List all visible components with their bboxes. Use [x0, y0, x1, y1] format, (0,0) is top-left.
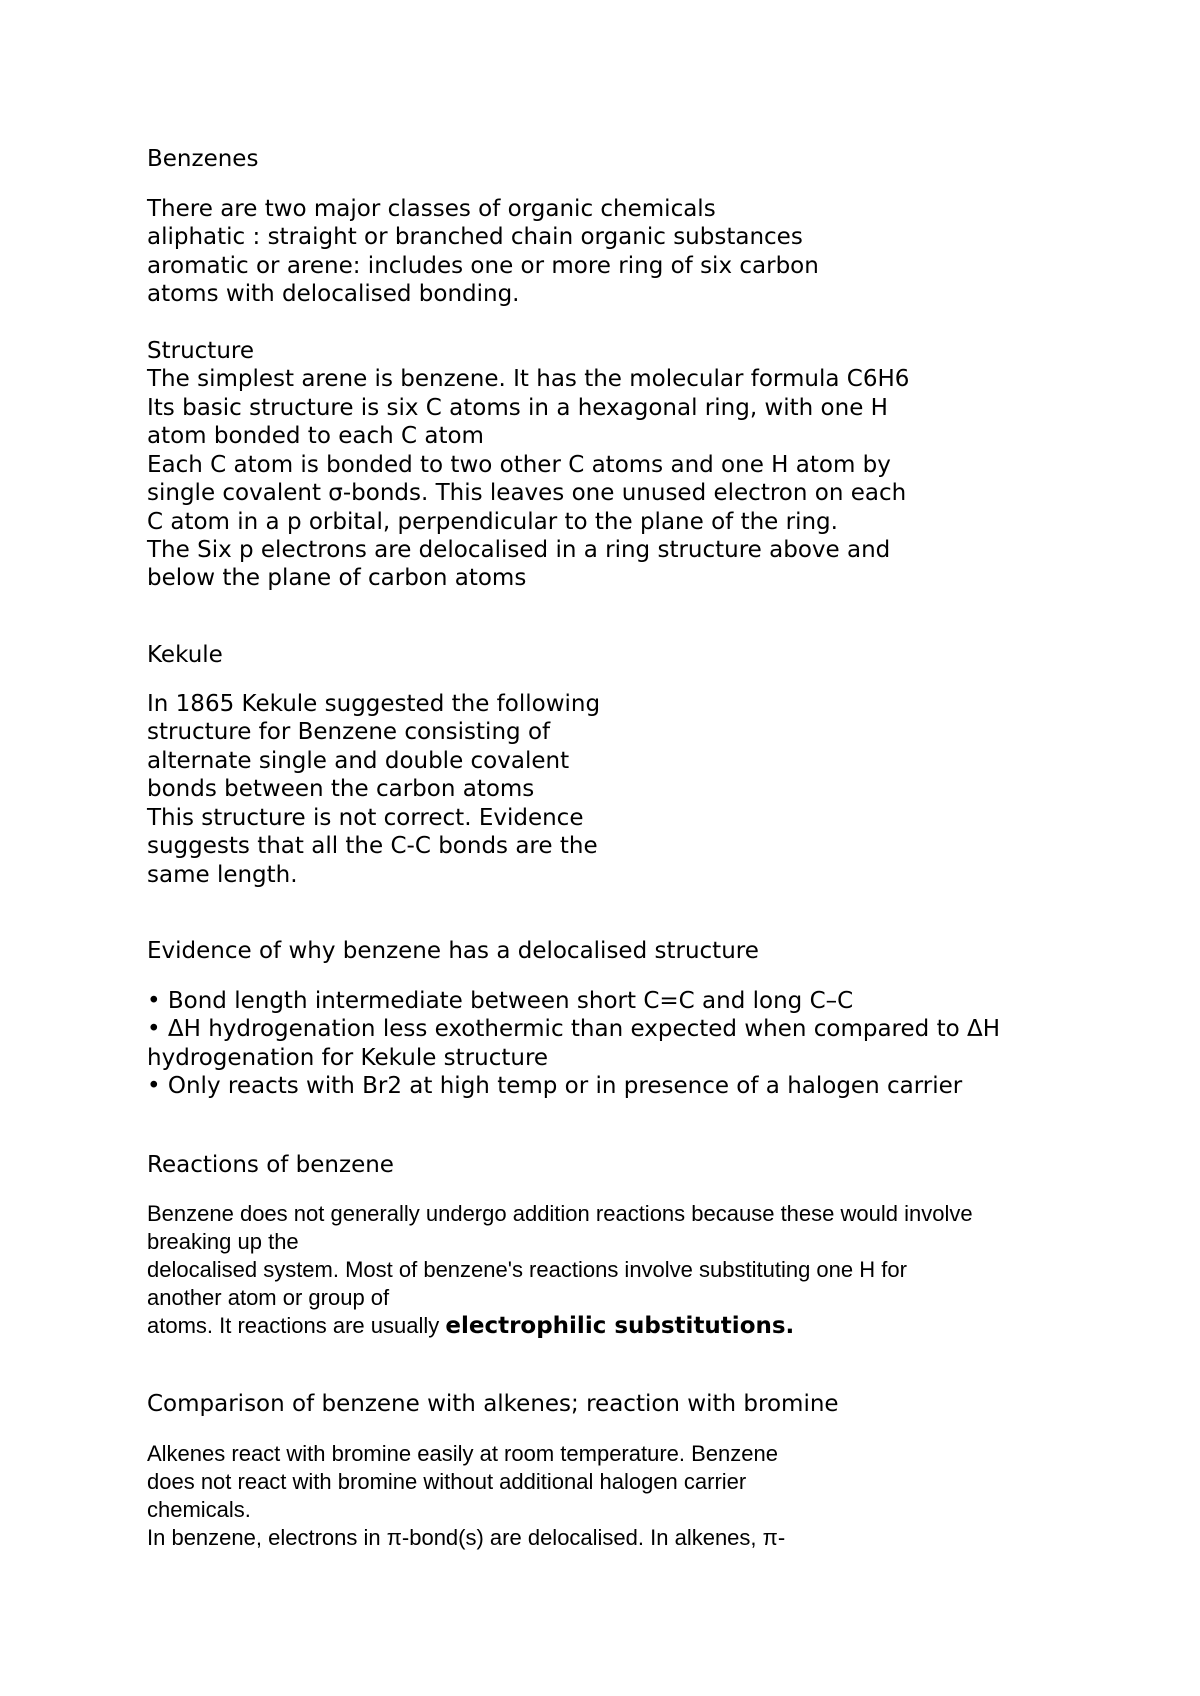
document-title: Benzenes — [147, 146, 259, 172]
kekule-line: This structure is not correct. Evidence — [147, 805, 584, 831]
kekule-line: In 1865 Kekule suggested the following — [147, 691, 601, 717]
structure-line: atom bonded to each C atom — [147, 423, 484, 449]
kekule-line: same length. — [147, 862, 298, 888]
intro-line: aromatic or arene: includes one or more ring of six carbon — [147, 253, 819, 279]
comparison-line: chemicals. — [147, 1497, 251, 1522]
comparison-heading: Comparison of benzene with alkenes; reaction with bromine — [147, 1391, 839, 1417]
reactions-line: Benzene does not generally undergo addition reactions because these would involve — [147, 1201, 973, 1226]
comparison-line: In benzene, electrons in π-bond(s) are delocalised. In alkenes, π- — [147, 1525, 786, 1550]
structure-line: Its basic structure is six C atoms in a hexagonal ring, with one H — [147, 395, 888, 421]
kekule-heading: Kekule — [147, 642, 223, 668]
structure-line: below the plane of carbon atoms — [147, 565, 527, 591]
kekule-line: structure for Benzene consisting of — [147, 719, 551, 745]
evidence-heading: Evidence of why benzene has a delocalised structure — [147, 938, 759, 964]
evidence-line: • Only reacts with Br2 at high temp or in presence of a halogen carrier — [147, 1073, 963, 1099]
structure-line: C atom in a p orbital, perpendicular to the plane of the ring. — [147, 509, 838, 535]
kekule-line: bonds between the carbon atoms — [147, 776, 535, 802]
comparison-line: does not react with bromine without additional halogen carrier — [147, 1469, 747, 1494]
structure-line: The Six p electrons are delocalised in a ring structure above and — [147, 537, 891, 563]
evidence-line: hydrogenation for Kekule structure — [147, 1045, 549, 1071]
comparison-line: Alkenes react with bromine easily at room temperature. Benzene — [147, 1441, 778, 1466]
kekule-line: alternate single and double covalent — [147, 748, 570, 774]
reactions-line: another atom or group of — [147, 1285, 390, 1310]
reactions-line: delocalised system. Most of benzene's reactions involve substituting one H for — [147, 1257, 907, 1282]
structure-line: The simplest arene is benzene. It has the molecular formula C6H6 — [147, 366, 910, 392]
intro-line: atoms with delocalised bonding. — [147, 281, 520, 307]
kekule-line: suggests that all the C-C bonds are the — [147, 833, 598, 859]
structure-line: Each C atom is bonded to two other C atoms and one H atom by — [147, 452, 891, 478]
evidence-line: • ΔH hydrogenation less exothermic than expected when compared to ΔH — [147, 1016, 1000, 1042]
reactions-last-line — [147, 1312, 794, 1340]
reactions-line: breaking up the — [147, 1229, 299, 1254]
structure-heading: Structure — [147, 338, 254, 364]
evidence-line: • Bond length intermediate between short C=C and long C–C — [147, 988, 854, 1014]
electrophilic-substitutions-emphasis: electrophilic substitutions. — [445, 1313, 795, 1339]
reactions-heading: Reactions of benzene — [147, 1152, 394, 1178]
structure-line: single covalent σ-bonds. This leaves one unused electron on each — [147, 480, 907, 506]
intro-line: There are two major classes of organic chemicals — [147, 196, 716, 222]
intro-line: aliphatic : straight or branched chain organic substances — [147, 224, 803, 250]
reactions-last-line-prefix: atoms. It reactions are usually — [147, 1313, 446, 1338]
